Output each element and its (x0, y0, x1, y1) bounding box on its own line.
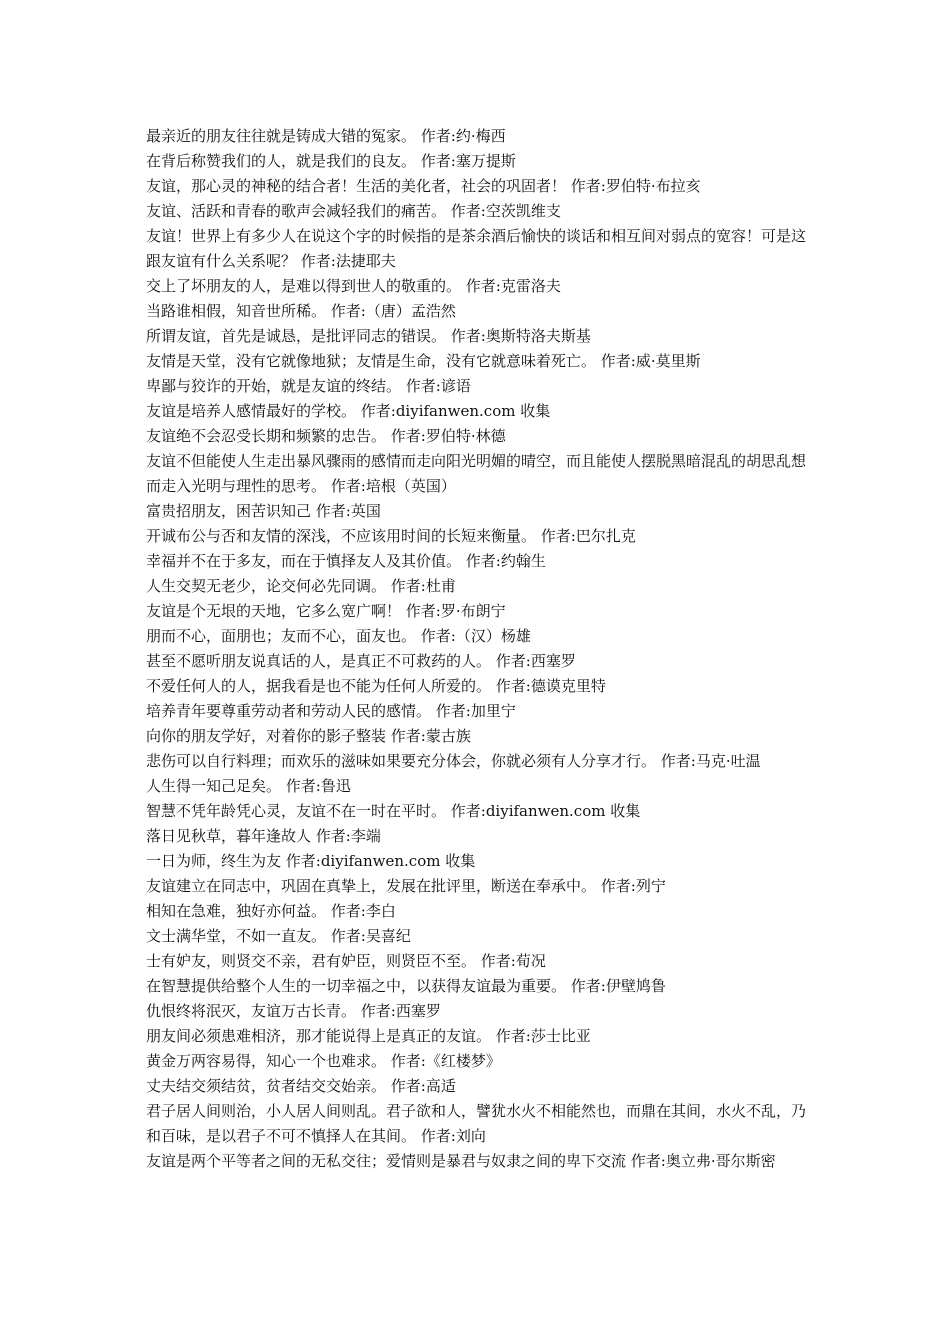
quote-line: 仇恨终将泯灭，友谊万古长青。 作者:西塞罗 (146, 1002, 441, 1020)
quote-line: 在智慧提供给整个人生的一切幸福之中，以获得友谊最为重要。 作者:伊壁鸠鲁 (146, 977, 666, 995)
quote-line: 悲伤可以自行料理；而欢乐的滋味如果要充分体会，你就必须有人分享才行。 作者:马克·吐温 (146, 752, 761, 770)
quote-line: 人生得一知己足矣。 作者:鲁迅 (146, 777, 351, 795)
quote-line: 智慧不凭年龄凭心灵，友谊不在一时在平时。 作者:diyifanwen.com 收集 (146, 802, 641, 820)
quote-line: 最亲近的朋友往往就是铸成大错的冤家。 作者:约·梅西 (146, 127, 506, 145)
quote-line: 开诚布公与否和友情的深浅，不应该用时间的长短来衡量。 作者:巴尔扎克 (146, 527, 636, 545)
quote-line: 一日为师，终生为友 作者:diyifanwen.com 收集 (146, 852, 476, 870)
quote-line: 友谊是个无垠的天地，它多么宽广啊！ 作者:罗·布朗宁 (146, 602, 506, 620)
quote-line: 在背后称赞我们的人，就是我们的良友。 作者:塞万提斯 (146, 152, 516, 170)
quote-list (146, 124, 810, 1174)
quote-line: 友谊，那心灵的神秘的结合者！生活的美化者，社会的巩固者！ 作者:罗伯特·布拉亥 (146, 177, 701, 195)
quote-line: 黄金万两容易得，知心一个也难求。 作者:《红楼梦》 (146, 1052, 501, 1070)
quote-line: 甚至不愿听朋友说真话的人，是真正不可救药的人。 作者:西塞罗 (146, 652, 576, 670)
quote-line: 朋友间必须患难相济，那才能说得上是真正的友谊。 作者:莎士比亚 (146, 1027, 591, 1045)
quote-line: 友谊！世界上有多少人在说这个字的时候指的是茶余酒后愉快的谈话和相互间对弱点的宽容！可是这跟友谊有什么关系呢？ 作者:法捷耶夫 (146, 227, 807, 270)
quote-line: 相知在急难，独好亦何益。 作者:李白 (146, 902, 396, 920)
quote-line: 友谊建立在同志中，巩固在真挚上，发展在批评里，断送在奉承中。 作者:列宁 (146, 877, 666, 895)
quote-line: 落日见秋草，暮年逢故人 作者:李端 (146, 827, 381, 845)
quote-line: 培养青年要尊重劳动者和劳动人民的感情。 作者:加里宁 (146, 702, 516, 720)
quote-line: 人生交契无老少，论交何必先同调。 作者:杜甫 (146, 577, 456, 595)
quote-line: 丈夫结交须结贫，贫者结交交始亲。 作者:高适 (146, 1077, 456, 1095)
quote-line: 幸福并不在于多友，而在于慎择友人及其价值。 作者:约翰生 (146, 552, 546, 570)
quote-line: 君子居人间则治，小人居人间则乱。君子欲和人，譬犹水火不相能然也，而鼎在其间，水火不乱，乃和百味，是以君子不可不慎择人在其间。 作者:刘向 (146, 1102, 807, 1145)
quote-line: 当路谁相假，知音世所稀。 作者:（唐）孟浩然 (146, 302, 456, 320)
quote-line: 友谊不但能使人生走出暴风骤雨的感情而走向阳光明媚的晴空，而且能使人摆脱黑暗混乱的胡思乱想而走入光明与理性的思考。 作者:培根（英国） (146, 452, 807, 495)
quote-line: 所谓友谊，首先是诚恳，是批评同志的错误。 作者:奥斯特洛夫斯基 (146, 327, 591, 345)
quote-line: 友谊是培养人感情最好的学校。 作者:diyifanwen.com 收集 (146, 402, 551, 420)
quote-line: 交上了坏朋友的人，是难以得到世人的敬重的。 作者:克雷洛夫 (146, 277, 561, 295)
quote-line: 文士满华堂，不如一直友。 作者:吴喜纪 (146, 927, 411, 945)
quote-line: 友谊、活跃和青春的歌声会减轻我们的痛苦。 作者:空茨凯维支 (146, 202, 561, 220)
quote-line: 富贵招朋友，困苦识知己 作者:英国 (146, 502, 381, 520)
quote-line: 卑鄙与狡诈的开始，就是友谊的终结。 作者:谚语 (146, 377, 471, 395)
quote-line: 士有妒友，则贤交不亲，君有妒臣，则贤臣不至。 作者:荀况 (146, 952, 546, 970)
quote-line: 朋而不心，面朋也；友而不心，面友也。 作者:（汉）杨雄 (146, 627, 531, 645)
quote-line: 不爱任何人的人，据我看是也不能为任何人所爱的。 作者:德谟克里特 (146, 677, 606, 695)
quote-line: 友谊是两个平等者之间的无私交往；爱情则是暴君与奴隶之间的卑下交流 作者:奥立弗·哥尔斯密 (146, 1152, 776, 1170)
quote-line: 友谊绝不会忍受长期和频繁的忠告。 作者:罗伯特·林德 (146, 427, 506, 445)
quote-line: 向你的朋友学好，对着你的影子整装 作者:蒙古族 (146, 727, 471, 745)
quote-line: 友情是天堂，没有它就像地狱；友情是生命，没有它就意味着死亡。 作者:威·莫里斯 (146, 352, 701, 370)
